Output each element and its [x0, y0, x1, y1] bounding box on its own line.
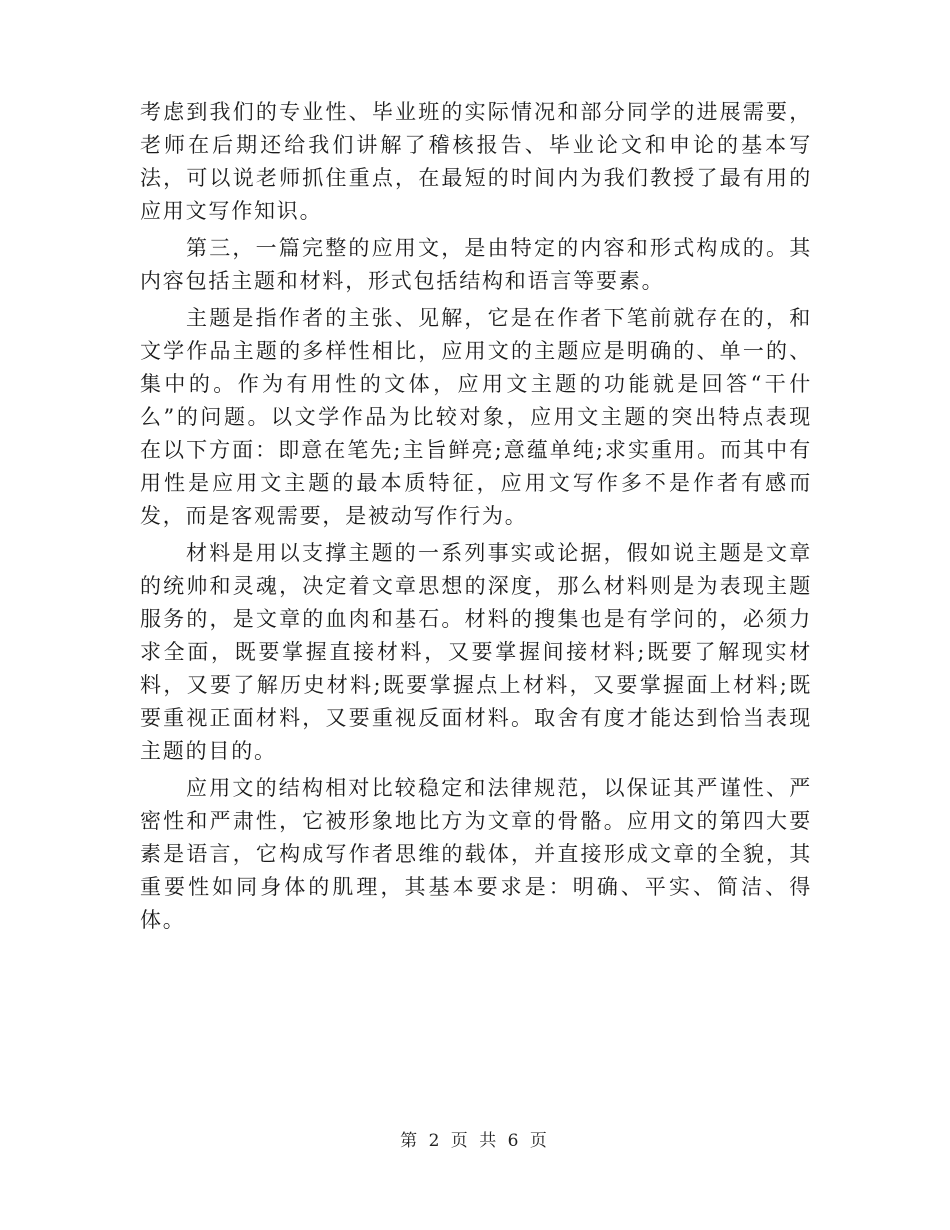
- paragraph-structure-language: 应用文的结构相对比较稳定和法律规范，以保证其严谨性、严密性和严肃性，它被形象地比方为文章的骨骼。应用文的第四大要素是语言，它构成写作者思维的载体，并直接形成文章的全貌，其重要性如同身体的肌理，其基本要求是：明确、平实、简洁、得体。: [140, 776, 812, 932]
- paragraph-theme: 主题是指作者的主张、见解，它是在作者下笔前就存在的，和文学作品主题的多样性相比，应用文的主题应是明确的、单一的、集中的。作为有用性的文体，应用文主题的功能就是回答“干什么”的问题。以文学作品为比较对象，应用文主题的突出特点表现在以下方面：即意在笔先;主旨鲜亮;意蕴单纯;求实重用。而其中有用性是应用文主题的最本质特征，应用文写作多不是作者有感而发，而是客观需要，是被动写作行为。: [140, 306, 812, 528]
- page-number-footer: 第 2 页 共 6 页: [400, 1131, 550, 1151]
- paragraph-continuation: 考虑到我们的专业性、毕业班的实际情况和部分同学的进展需要，老师在后期还给我们讲解了稽核报告、毕业论文和申论的基本写法，可以说老师抓住重点，在最短的时间内为我们教授了最有用的应用文写作知识。: [140, 100, 812, 223]
- paragraph-material: 材料是用以支撑主题的一系列事实或论据，假如说主题是文章的统帅和灵魂，决定着文章思想的深度，那么材料则是为表现主题服务的，是文章的血肉和基石。材料的搜集也是有学问的，必须力求全面，既要掌握直接材料，又要掌握间接材料;既要了解现实材料，又要了解历史材料;既要掌握点上材料，又要掌握面上材料;既要重视正面材料，又要重视反面材料。取舍有度才能达到恰当表现主题的目的。: [140, 541, 812, 763]
- document-body: [140, 96, 812, 941]
- paragraph-third-point: 第三，一篇完整的应用文，是由特定的内容和形式构成的。其内容包括主题和材料，形式包括结构和语言等要素。: [140, 236, 812, 293]
